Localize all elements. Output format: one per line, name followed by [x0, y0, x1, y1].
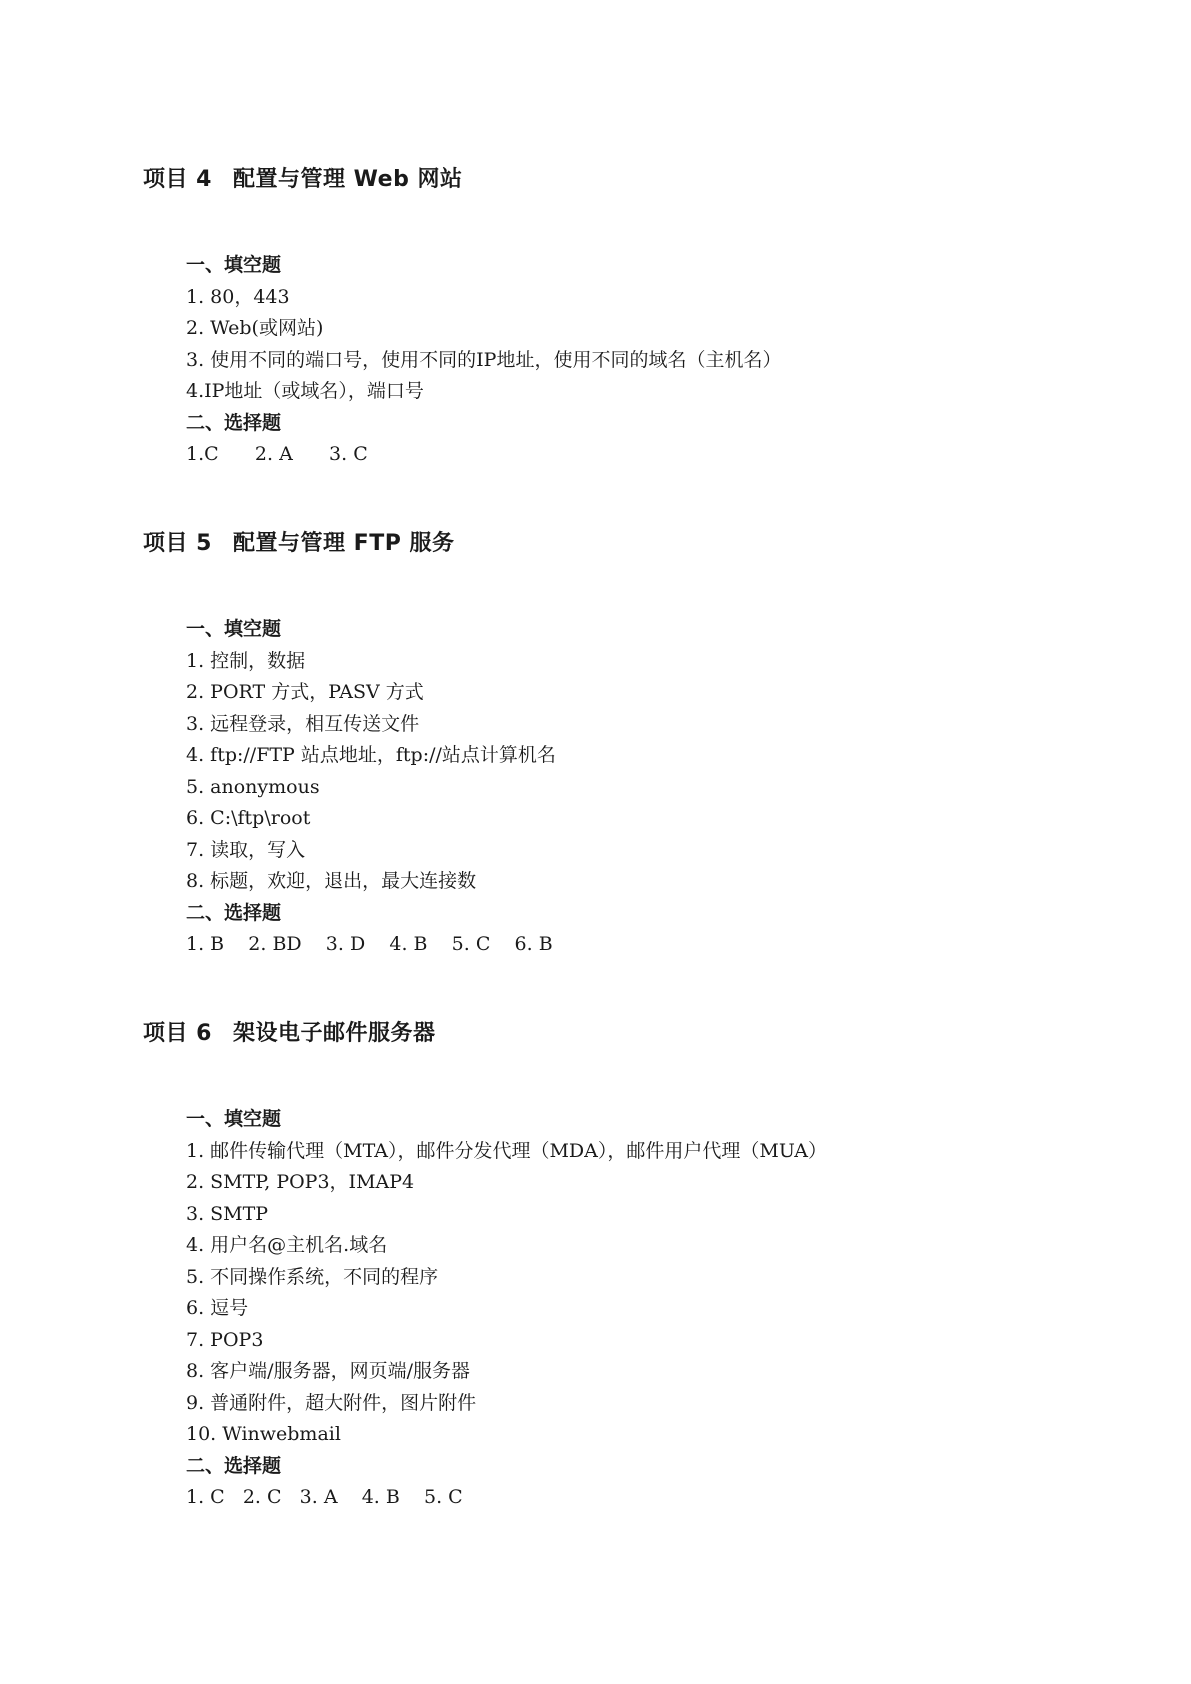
- fill-answer: 6. 逗号: [186, 1297, 249, 1319]
- fill-answer: 1. 控制，数据: [186, 649, 306, 672]
- fill-answer: 10. Winwebmail: [186, 1423, 341, 1445]
- project-number: 项目 4: [143, 167, 212, 192]
- choice-answers: 1.C 2. A 3. C: [186, 443, 368, 465]
- fill-blank-heading: 一、填空题: [186, 1108, 282, 1130]
- project-5: [143, 530, 1103, 955]
- fill-answer: 4.IP地址（或域名），端口号: [186, 380, 424, 402]
- fill-answer: 9. 普通附件，超大附件，图片附件: [186, 1391, 477, 1414]
- fill-blank-heading: 一、填空题: [186, 254, 282, 276]
- project-number: 项目 6: [143, 1021, 212, 1046]
- project-title: [143, 166, 1103, 194]
- fill-blank-heading: 一、填空题: [186, 618, 282, 640]
- project-answers: [143, 614, 1103, 961]
- fill-answer: 4. 用户名@主机名.域名: [186, 1234, 388, 1256]
- project-answers: [143, 1104, 1103, 1514]
- project-6: [143, 1020, 1103, 1508]
- project-title: [143, 1020, 1103, 1048]
- fill-answer: 2. Web(或网站): [186, 317, 324, 339]
- project-name: 配置与管理 FTP 服务: [233, 531, 455, 556]
- fill-answer: 1. 邮件传输代理（MTA），邮件分发代理（MDA），邮件用户代理（MUA）: [186, 1139, 827, 1162]
- project-title: [143, 530, 1103, 558]
- choice-heading: 二、选择题: [186, 1454, 282, 1477]
- project-name: 架设电子邮件服务器: [233, 1021, 436, 1046]
- project-4: [143, 166, 1103, 465]
- fill-answer: 2. SMTP, POP3，IMAP4: [186, 1171, 415, 1193]
- fill-answer: 2. PORT 方式，PASV 方式: [186, 681, 424, 703]
- project-name: 配置与管理 Web 网站: [233, 167, 463, 192]
- fill-answer: 1. 80，443: [186, 285, 290, 308]
- fill-answer: 3. 使用不同的端口号，使用不同的IP地址，使用不同的域名（主机名）: [186, 348, 782, 371]
- project-number: 项目 5: [143, 531, 212, 556]
- fill-answer: 8. 客户端/服务器，网页端/服务器: [186, 1360, 470, 1382]
- fill-answer: 3. 远程登录，相互传送文件: [186, 712, 420, 735]
- fill-answer: 7. 读取，写入: [186, 838, 306, 861]
- fill-answer: 5. 不同操作系统，不同的程序: [186, 1265, 439, 1288]
- choice-heading: 二、选择题: [186, 901, 282, 924]
- fill-answer: 7. POP3: [186, 1328, 264, 1351]
- fill-answer: 4. ftp://FTP 站点地址，ftp://站点计算机名: [186, 744, 556, 766]
- fill-answer: 6. C:\ftp\root: [186, 807, 311, 829]
- fill-answer: 8. 标题，欢迎，退出，最大连接数: [186, 870, 477, 892]
- fill-answer: 3. SMTP: [186, 1202, 269, 1225]
- project-answers: [143, 250, 1103, 471]
- choice-answers: 1. C 2. C 3. A 4. B 5. C: [186, 1486, 463, 1508]
- fill-answer: 5. anonymous: [186, 775, 320, 798]
- choice-heading: 二、选择题: [186, 411, 282, 434]
- choice-answers: 1. B 2. BD 3. D 4. B 5. C 6. B: [186, 933, 553, 955]
